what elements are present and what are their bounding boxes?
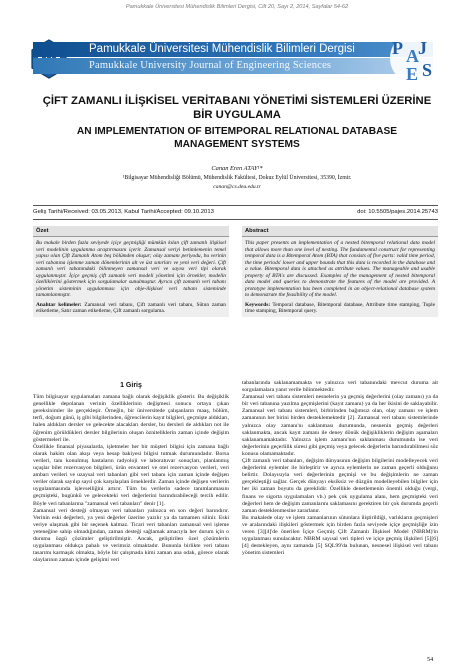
author-name: Canan Eren ATAY¹* — [211, 165, 263, 172]
svg-text:S: S — [422, 60, 433, 80]
paragraph: Zamansal veri desteği olmayan veri tabanları yalnızca en son değeri barındırır. Verinin eski değerleri, ya yeni değerler üzerine yazılır ya da tamamen silinir. Eski veriye ulaşmak gibi bir seçenek kalmaz. Ticari veri tabanları zamansal veri işleme yeteneğine sahip olmadığından, zaman desteği sağlamak amacıyla her durum için o duruma özgü çözümler geliştirilmiştir. Ancak, geliştirilen özel çözümlerin uygulanması oldukça pahalı ve verimsiz olmaktadır. Bununla birlikte veri tabanı tasarımı karmaşık olmakta, böyle bir çalışmada kimi zaman ana odak, görece olarak olaylarının zaman içinde gelişimi veri — [33, 507, 229, 564]
abstract-tr-text: Bu makale birden fazla seviyede içiçe geçmişliği mümkün kılan çift zamanlı ilişkisel veri modelinin uygulanma araştırmasını içerir. Zamansal veriyi betimlemenin temel yapısı olan Çift Zamanlı Atom beş bölümden oluşur; olay zamanı periyodu, bu verinin veri tabanına işlenme zaman dönemlerinin alt ve üst sınırları ve yeni veri değeri. Çift zamanlı veri tabanındaki bilinmeyen zamansal veri ve sayısı veri tipi olarak uygulanmıştır. İçiçe geçmiş çift zamanlı veri modeli yönetimi için örnekler, modelin özelliklerini göstermek için sorgulamalar sunulmuştur. Ayrıca çift zamanlı veri tabanı yönetim sisteminin uygulanması için obje-ilişkisel veri tabanı sisteminde tamamlanmıştır. — [36, 240, 226, 298]
paragraph: tabanlarında saklanamamakta ve yalnızca veri tabanındaki mevcut duruma ait sorgulamalara yanıt verile bilinmektedir. — [242, 380, 438, 394]
doi-link[interactable]: doi: 10.5505/pajes.2014.25743 — [357, 209, 438, 215]
paragraph: Bu makalede olay ve işlem zamanlarının sütunlara iliştirildiği, varlıkların geçmişleri ve aralarındaki ilişkileri göstermek için birden fazla seviyede içiçe geçmişliğe izin veren [3][4]'de önerilen İçiçe Geçmiş Çift Zamanlı İlişkisel Model (NBRM)'in uygulanması sunulacaktır. NBRM sayısal veri tipleri ve içiçe geçmiş ilişkileri [5][6][4] destekleyen, aynı zamanda [5] SQL99'da bulunan, nesnesel ilişkisel veri tabanı yönetim sistemleri — [242, 514, 438, 557]
body-column-right — [242, 380, 438, 557]
journal-banner — [33, 42, 433, 76]
paragraph: Zamansal veri tabanı sistemleri nesnelerin ya geçmiş değerlerini (olay zamanı) ya da bir veri tabanına yazılma geçmişlerini (kayıt zamanı) ya da her ikisini de saklayabilir. Zamansal veri tabanı sistemleri, birbirinden bağımsız olan, olay zamanı ve işlem zamanının her birini birden desteklemektedir [2]. Zamansal veri tabanı sistemlerinde yalnızca olay zamanı'nı saklanması durumunda, nesnenin geçmiş değerleri saklanmakta, ancak kayıt zamanı ile deney dönük değişikliklerin değişim aşamaları saklanamamaktadır. Yalnızca işlem zamanı'nın saklanması durumunda ise veri değerlerinin geçerlilik süresi gibi geçmiş veya gelecek değerlerin barındırabilmesi söz konusu olamamaktadır. — [242, 394, 438, 457]
author-email[interactable]: canan@cs.deu.edu.tr — [213, 184, 261, 190]
svg-text:A: A — [406, 46, 419, 66]
body-column-left — [33, 380, 229, 564]
received-accepted-dates: Geliş Tarihi/Received: 03.05.2013, Kabul Tarihi/Accepted: 09.10.2013 — [33, 209, 214, 215]
paragraph: Çift zamanlı veri tabanları, değişim dünyasının değişim bilgilerini modelleyecek veri değerlerini eylemler ile birleştirir ve ayrıca eylemlerin ne zaman geçerli olduğunu belirtir. Dolayısıyla veri değerlerinin geçmişi ve bu değişimlerin ne zaman gerçekleştiği sağlar. Gerçek dünyayı eksiksiz ve düzgün modelleyebilen bilgiler için her iki zaman boyutu da gereklidir. Özellikle denetlemenin önemli olduğu (vergi, finans ve sigorta uygulamaları vb.) pek çok uygulama alanı, hem geçmişteki veri değerleri hem de değişim zamanlarını saklamasını gerektiren bir çok durumda geçerli zaman desteklenmesine zararlanır. — [242, 458, 438, 514]
dates-line — [33, 209, 438, 215]
article-title-tr: ÇİFT ZAMANLI İLİŞKİSEL VERİTABANI YÖNETİMİ SİSTEMLERİ ÜZERİNE BİR UYGULAMA — [42, 95, 432, 121]
svg-text:J: J — [418, 38, 427, 58]
author-affiliation: ¹Bilgisayar Mühendisliği Bölümü, Mühendislik Fakültesi, Dokuz Eylül Üniversitesi, 35390, İzmir. — [122, 175, 352, 181]
abstract-tr-heading: Özet — [33, 226, 229, 237]
paragraph: Özellikle finansal piyasalarda, işletmeler her bir müşteri bilgisi için zamana bağlı olarak hakim olan akışı veya hesap bakiyesi bilgisi tutmak durumundadır. Borsa verileri, tanı konulmuş hastaların radyoloji ve laboratuvar sonuçları, planlanmış uçuşlar bilet rezervasyon bilgileri, ürün envanteri ve otel rezervasyon verileri, veri ambarı verileri ve uzaysal veri tabanları gibi veri tabanı için zaman içinde değişen veriler olarak sayılıp sayıl çok karşılaşılan örneklerdir. Zaman içinde değişen verilerin uygulanmasında işlevselliğini artırır. Tüm bu verilerin sadece tanımlanmasını geçmişteki, bugünkü ve gelecekteki veri değerlerini barındırabileceği tercih edilir. Böyle veri tabanlarına "zamansal veri tabanları" denir [1]. — [33, 443, 229, 507]
journal-citation-line: Pamukkale Üniversitesi Mühendislik Bilimleri Dergisi, Cilt 20, Sayı 2, 2014, Sayfalar 54-62 — [125, 4, 349, 10]
divider — [33, 219, 438, 220]
paragraph: Tüm bilgisayar uygulamaları zamana bağlı olarak değişiklik gösterir. Bu değişiklik genellikle depolanan verinin özelliklerinin değişmesi sonucu ortaya çıkan gereksinimler ile gerçekleşir. Örneğin, bir üniversitede çalışanların maaş, bölüm, terfi, doğum günü, iş gibi bilgilerinden, öğrencilerin kayıt bilgileri, geçmişte aldıkları, halen aldıkları dersler ve gelecekte alacakları dersler, bu dersleri de aldıkları not ile öğrenim görüldükleri dersler bilgilerinin oluşan özniteliklerin zaman içinde değişim göstermeleri ile. — [33, 394, 229, 443]
article-title-en: AN IMPLEMENTATION OF BITEMPORAL RELATIONAL DATABASE MANAGEMENT SYSTEMS — [76, 126, 398, 150]
divider — [33, 205, 438, 206]
section-heading: 1 Giriş — [120, 382, 142, 389]
keywords-tr: Anahtar kelimeler: Zamansal veri tabanı, Çift zamanlı veri tabanı, Sütun zaman etiketleme, Satır zaman etiketleme, Çift zamanlı sorgulama. — [36, 301, 226, 314]
svg-text:P: P — [392, 38, 403, 58]
journal-name-tr: Pamukkale Üniversitesi Mühendislik Bilimleri Dergisi — [89, 43, 355, 55]
abstract-en-box — [242, 226, 438, 317]
keywords-en: Keywords: Temporal database, Bitemporal database, Attribute time stamping, Tuple time stamping, Bitemporal query. — [245, 301, 435, 314]
svg-text:E: E — [406, 64, 419, 84]
journal-name-en: Pamukkale University Journal of Engineering Sciences — [89, 60, 332, 71]
abstract-tr-box — [33, 226, 229, 317]
abstract-en-heading: Abstract — [242, 226, 438, 237]
page-number: 54 — [427, 656, 434, 663]
abstract-en-text: This paper presents an implementation of a nested bitemporal relational data model that allows more than one level of nesting. The fundamental construct for representing temporal data is a Bitemporal Atom (BTA) that consists of five parts: valid time period, the time periods' lower and upper bounds that this data is recorded in the database and a value. Bitemporal data is attached as attribute values. The manageable and usable property of BTA's are discussed. Examples of the management of nested bitemporal data model and queries to demonstrate the features of the model are provided. A prototype implementation has been completed in an object-relational database system to demonstrate the feasibility of the model. — [245, 240, 435, 298]
pajes-logo-icon — [388, 30, 444, 86]
